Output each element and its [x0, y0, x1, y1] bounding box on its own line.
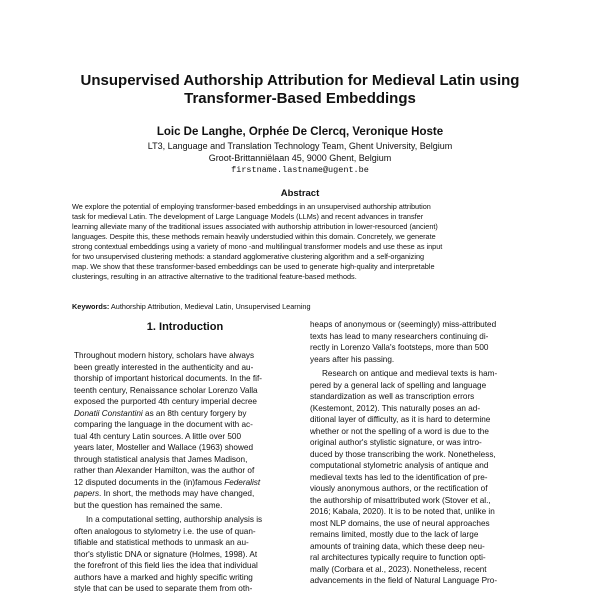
abstract-body [72, 202, 530, 282]
right-column [310, 319, 536, 587]
body-text-line: heaps of anonymous or (seemingly) miss-attributed [310, 320, 497, 329]
body-text-line: mally (Corbara et al., 2023). Nonetheless, recent [310, 564, 487, 574]
body-text-line: 2016; Kabala, 2020). It is to be noted that, unlike in [310, 507, 495, 516]
body-text-line: ditional layer of difficulty, as it is hard to determine [310, 415, 491, 424]
body-text-line: In a computational setting, authorship analysis is [86, 515, 263, 524]
body-text-line: most NLP domains, the use of neural approaches [310, 518, 490, 528]
body-text-line: pered by a general lack of spelling and language [310, 380, 487, 390]
paper-title-line: Transformer-Based Embeddings [184, 90, 416, 107]
author-list: Loic De Langhe, Orphée De Clercq, Veronique Hoste [156, 126, 444, 138]
body-text-line: years after his passing. [310, 354, 395, 364]
italic-title: Federalist [224, 477, 261, 487]
body-text-line: ral architectures typically require to function opti- [310, 553, 486, 562]
body-text-line: 12 disputed documents in the (in)famous Federalist [74, 477, 261, 487]
body-text-line: style that can be used to separate them from oth- [74, 584, 253, 593]
paper-title [40, 72, 560, 108]
body-text-line: tifiable and statistical methods to unmask an au- [74, 538, 249, 547]
body-text-line: Research on antique and medieval texts is ham- [322, 369, 498, 378]
email: firstname.lastname@ugent.be [231, 165, 369, 175]
body-text-line: years later, Mosteller and Wallace (1963) showed [74, 443, 253, 452]
body-text-line: but the question has remained the same. [74, 500, 223, 510]
abstract-line: strong contextual embeddings using a variety of mono -and multilingual transformer models and use these as input [72, 242, 443, 251]
body-text-line: original author's stylistic signature, or was intro- [310, 438, 482, 447]
affiliation: LT3, Language and Translation Technology Team, Ghent University, Belgium [147, 141, 453, 151]
body-text-line: tual 4th century Latin sources. A little over 500 [74, 431, 242, 441]
body-text-line: through statistical analysis that James Madison, [74, 454, 248, 464]
abstract-line: languages. Despite this, these methods remain heavily understudied within this domain. Concretely, we generate [72, 232, 436, 241]
body-text-line: been greatly interested in the authenticity and au- [74, 362, 254, 372]
left-column [74, 350, 300, 595]
body-text-line: often analogous to stylometry i.e. the use of quan- [74, 526, 256, 536]
body-text-line: duced by those transcribing the work. Nonetheless, [310, 449, 496, 459]
keywords-label: Keywords: [72, 302, 110, 311]
body-text-line: thor's stylistic DNA or signature (Holmes, 1998). At [74, 549, 258, 559]
abstract-line: learning alleviate many of the traditional issues associated with authorship attribution in lower-resourced (ancient) [72, 222, 438, 231]
body-text-line: viously anonymous authors, or the rectification of [310, 484, 488, 493]
body-text-line: whether or not the spelling of a word is due to the [310, 426, 489, 436]
abstract-line: clusterings, resulting in an attractive alternative to the traditional feature-based methods. [72, 272, 357, 281]
italic-title: Donatii Constantini [74, 408, 143, 418]
body-text-line: exposed the purported 4th century imperial decree [74, 397, 257, 406]
body-text-line: Donatii Constantini as an 8th century forgery by [74, 408, 247, 418]
body-text-line: advancements in the field of Natural Language Pro- [310, 576, 498, 585]
body-text-line: comparing the language in the document with ac- [74, 420, 253, 429]
body-text-line: rather than Alexander Hamilton, was the author of [74, 466, 255, 475]
body-text-line: (Kestemont, 2012). This naturally poses an ad- [310, 403, 481, 413]
address: Groot-Brittanniëlaan 45, 9000 Ghent, Belgium [208, 153, 392, 163]
keywords-text: Authorship Attribution, Medieval Latin, Unsupervised Learning [109, 302, 311, 311]
abstract-heading: Abstract [280, 188, 320, 199]
body-text-line: papers. In short, the methods may have changed, [74, 489, 255, 498]
body-text-line: authors have a marked and highly specific writing [74, 572, 253, 582]
abstract-line: for two unsupervised clustering methods: a standard agglomerative clustering algorithm and a self-organizing [72, 252, 425, 261]
body-text-line: texts has lead to many researchers continuing di- [310, 331, 489, 341]
body-text-line: rectly in Lorenzo Valla's footsteps, more than 500 [310, 343, 489, 352]
body-text-line: amounts of training data, which these deep neu- [310, 541, 485, 551]
body-text-line: Throughout modern history, scholars have always [74, 351, 255, 360]
paper-title-line: Unsupervised Authorship Attribution for Medieval Latin using [80, 72, 520, 89]
affiliation-block [40, 140, 560, 176]
body-text-line: the forefront of this field lies the idea that individual [74, 561, 258, 570]
italic-title: papers [74, 489, 100, 498]
body-text-line: the authorship of misattributed work (Stover et al., [310, 495, 491, 505]
abstract-line: map. We show that these transformer-based embeddings can be used to generate high-quality and interpretable [72, 262, 435, 271]
body-text-line: remains limited, mostly due to the lack of large [310, 530, 479, 539]
body-text-line: teenth century, Renaissance scholar Lorenzo Valla [74, 385, 258, 395]
abstract-line: task for medieval Latin. The development of Large Language Models (LLMs) and recent advances in transfer [72, 212, 424, 221]
body-text-line: computational stylometric analysis of antique and [310, 461, 489, 470]
body-text-line: medieval texts has led to the identification of pre- [310, 472, 488, 482]
abstract-line: We explore the potential of employing transformer-based embeddings in an unsupervised authorship attribution [72, 202, 431, 211]
section-heading-introduction: 1. Introduction [146, 321, 224, 333]
body-text-line: thorship of important historical documents. In the fif- [74, 374, 262, 383]
keywords [72, 302, 530, 312]
body-text-line: standardization as well as transcription errors [310, 392, 475, 401]
